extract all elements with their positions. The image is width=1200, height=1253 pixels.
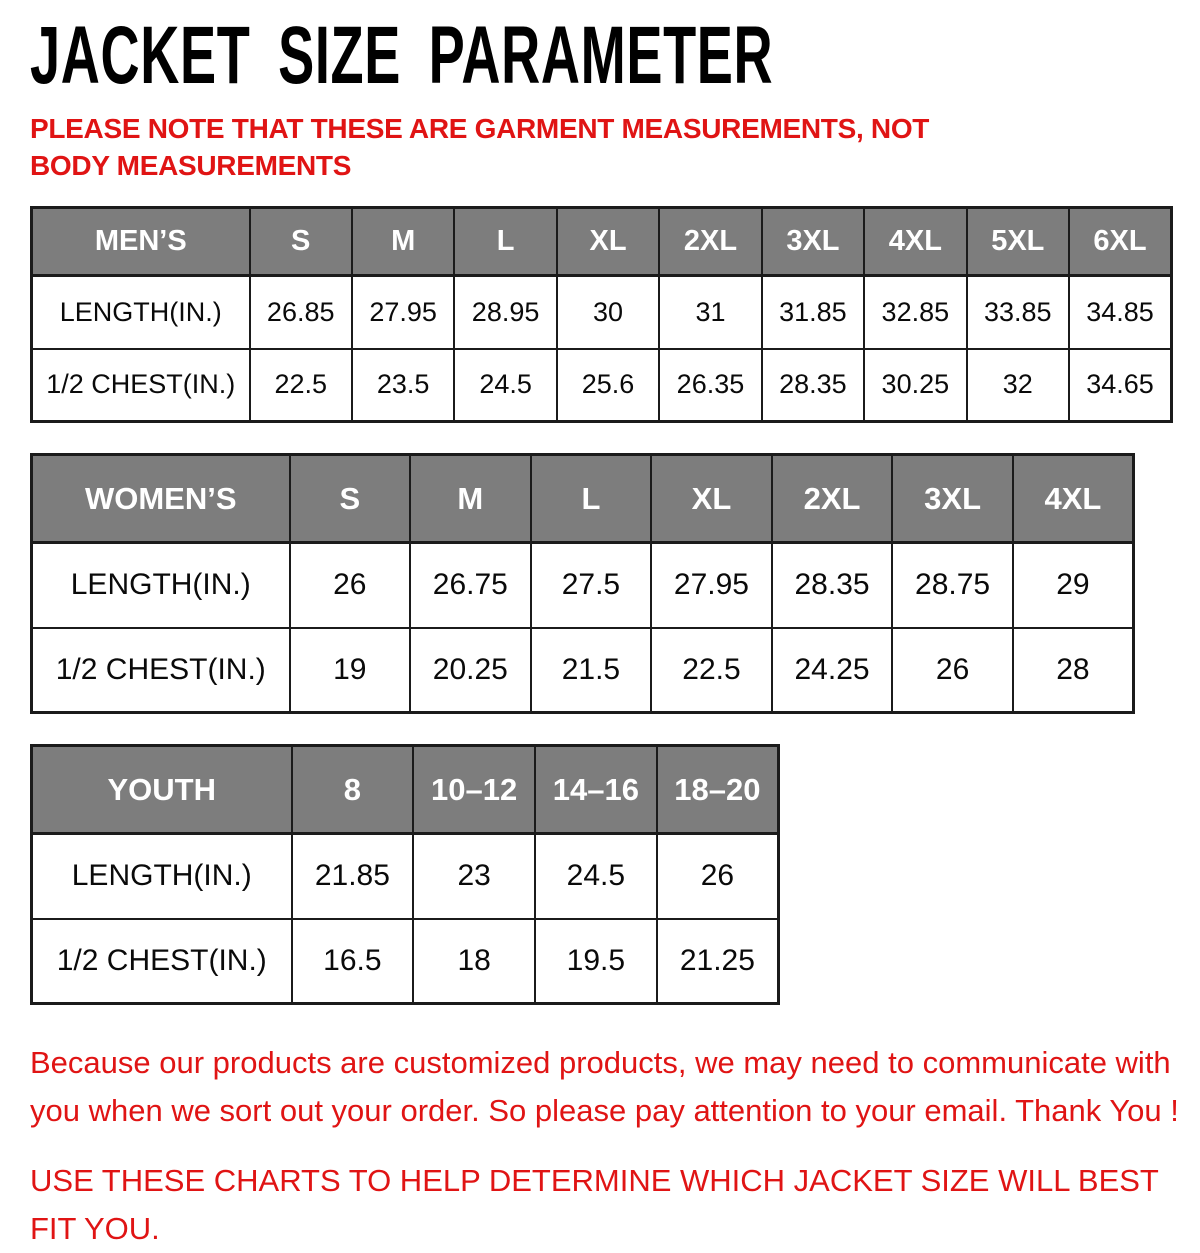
measurement-row xyxy=(32,628,1134,713)
size-value-cell: 31 xyxy=(659,276,761,349)
row-label-cell: 1/2 CHEST(IN.) xyxy=(32,349,250,422)
size-header-row xyxy=(32,455,1134,543)
size-value-cell: 34.65 xyxy=(1069,349,1172,422)
measurement-row xyxy=(32,834,779,919)
mens-size-table xyxy=(30,206,1173,423)
size-value-cell: 21.25 xyxy=(657,919,779,1004)
size-column-header: 5XL xyxy=(967,208,1069,276)
size-value-cell: 18 xyxy=(413,919,535,1004)
measurement-row xyxy=(32,543,1134,628)
size-column-header: M xyxy=(352,208,454,276)
size-value-cell: 23 xyxy=(413,834,535,919)
chart-usage-hint-text: USE THESE CHARTS TO HELP DETERMINE WHICH JACKET SIZE WILL BEST FIT YOU. xyxy=(30,1163,1159,1246)
size-column-header: 4XL xyxy=(1013,455,1134,543)
size-value-cell: 26.35 xyxy=(659,349,761,422)
size-value-cell: 29 xyxy=(1013,543,1134,628)
size-header-row xyxy=(32,746,779,834)
row-label-cell: LENGTH(IN.) xyxy=(32,276,250,349)
size-value-cell: 21.85 xyxy=(292,834,414,919)
table-title-cell: YOUTH xyxy=(32,746,292,834)
size-value-cell: 22.5 xyxy=(651,628,772,713)
table-title-cell: WOMEN’S xyxy=(32,455,290,543)
size-column-header: 2XL xyxy=(772,455,893,543)
customization-notice-text: Because our products are customized products, we may need to communicate with you when we sort out your order. So please pay attention to your email. Thank You ! xyxy=(30,1045,1179,1128)
row-label-cell: LENGTH(IN.) xyxy=(32,834,292,919)
size-value-cell: 24.5 xyxy=(535,834,657,919)
size-value-cell: 23.5 xyxy=(352,349,454,422)
size-value-cell: 28.35 xyxy=(762,349,864,422)
table-title-cell: MEN’S xyxy=(32,208,250,276)
size-value-cell: 22.5 xyxy=(250,349,352,422)
size-value-cell: 26 xyxy=(892,628,1013,713)
size-column-header: M xyxy=(410,455,531,543)
size-value-cell: 26 xyxy=(290,543,411,628)
size-column-header: 2XL xyxy=(659,208,761,276)
womens-size-table xyxy=(30,453,1135,714)
row-label-cell: 1/2 CHEST(IN.) xyxy=(32,919,292,1004)
size-column-header: L xyxy=(531,455,652,543)
size-value-cell: 28.35 xyxy=(772,543,893,628)
size-column-header: 14–16 xyxy=(535,746,657,834)
measurement-row xyxy=(32,276,1172,349)
size-column-header: XL xyxy=(557,208,659,276)
measurement-row xyxy=(32,919,779,1004)
size-value-cell: 24.5 xyxy=(454,349,556,422)
size-value-cell: 28.95 xyxy=(454,276,556,349)
size-column-header: 8 xyxy=(292,746,414,834)
size-value-cell: 26.85 xyxy=(250,276,352,349)
row-label-cell: LENGTH(IN.) xyxy=(32,543,290,628)
size-value-cell: 33.85 xyxy=(967,276,1069,349)
size-value-cell: 26.75 xyxy=(410,543,531,628)
size-value-cell: 20.25 xyxy=(410,628,531,713)
size-value-cell: 34.85 xyxy=(1069,276,1172,349)
size-value-cell: 31.85 xyxy=(762,276,864,349)
size-value-cell: 16.5 xyxy=(292,919,414,1004)
size-column-header: L xyxy=(454,208,556,276)
size-header-row xyxy=(32,208,1172,276)
size-value-cell: 28.75 xyxy=(892,543,1013,628)
row-label-cell: 1/2 CHEST(IN.) xyxy=(32,628,290,713)
size-column-header: 3XL xyxy=(762,208,864,276)
size-value-cell: 27.5 xyxy=(531,543,652,628)
size-value-cell: 25.6 xyxy=(557,349,659,422)
size-value-cell: 32 xyxy=(967,349,1069,422)
size-value-cell: 21.5 xyxy=(531,628,652,713)
measurement-row xyxy=(32,349,1172,422)
size-value-cell: 24.25 xyxy=(772,628,893,713)
size-column-header: 6XL xyxy=(1069,208,1172,276)
size-value-cell: 19.5 xyxy=(535,919,657,1004)
size-column-header: 10–12 xyxy=(413,746,535,834)
size-value-cell: 19 xyxy=(290,628,411,713)
size-value-cell: 32.85 xyxy=(864,276,966,349)
size-column-header: XL xyxy=(651,455,772,543)
size-value-cell: 30 xyxy=(557,276,659,349)
size-column-header: 3XL xyxy=(892,455,1013,543)
size-value-cell: 30.25 xyxy=(864,349,966,422)
size-value-cell: 27.95 xyxy=(651,543,772,628)
size-value-cell: 26 xyxy=(657,834,779,919)
size-value-cell: 27.95 xyxy=(352,276,454,349)
size-column-header: S xyxy=(290,455,411,543)
youth-size-table xyxy=(30,744,780,1005)
size-column-header: 18–20 xyxy=(657,746,779,834)
size-column-header: 4XL xyxy=(864,208,966,276)
garment-measurement-note: PLEASE NOTE THAT THESE ARE GARMENT MEASUREMENTS, NOT BODY MEASUREMENTS xyxy=(30,113,930,181)
size-column-header: S xyxy=(250,208,352,276)
page-title: JACKET SIZE PARAMETER xyxy=(30,10,774,101)
size-value-cell: 28 xyxy=(1013,628,1134,713)
